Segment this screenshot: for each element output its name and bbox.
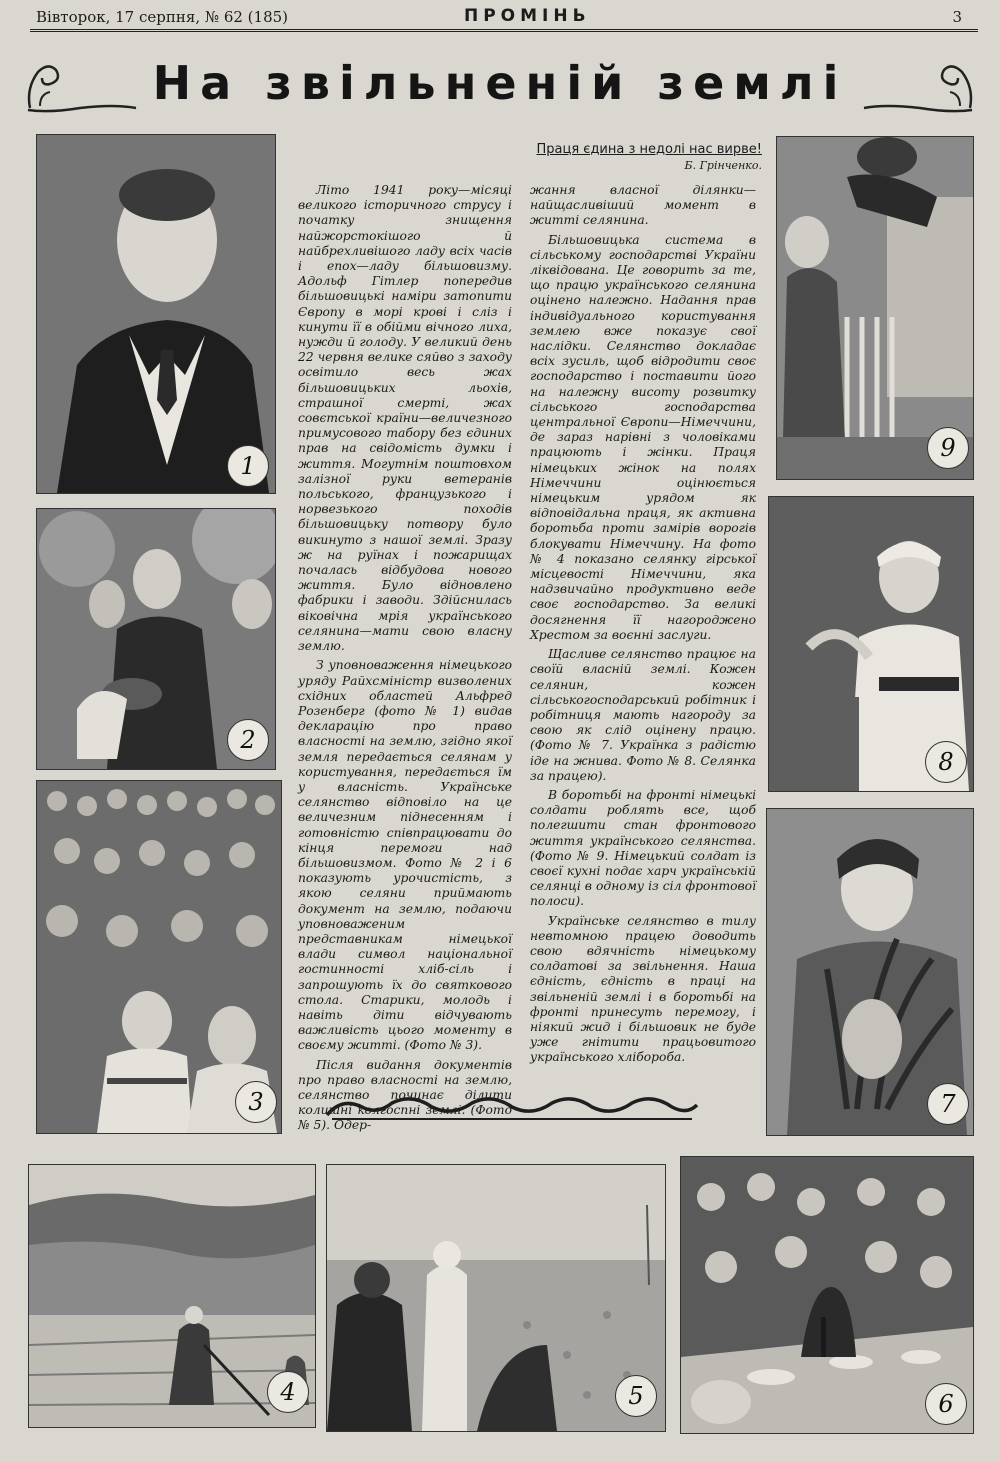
article-paragraph: Щасливе селянство працює на своїй власній землі. Кожен селянин, кожен сільськогосподарський робітник і робітниця мають нагороду за свою як слід оцінену працю. (Фото № 7. Українка з радістю іде на жнива. Фото № 8. Селянка за працею).: [530, 647, 756, 783]
photo-number-4: 4: [267, 1371, 309, 1413]
epigraph-quote: Праця єдина з недолі нас вирве!: [536, 142, 762, 157]
article-paragraph: Після видання документів про право власності на землю, селянство починає ділити колишні колгоспні землі. (Фото № 5). Одер-: [298, 1057, 512, 1133]
header-rule: [30, 29, 978, 32]
photo-1: [36, 134, 276, 494]
photo-number-1: 1: [227, 445, 269, 487]
title-flourish-right-icon: [860, 58, 980, 118]
photo-7: [766, 808, 974, 1136]
article-paragraph: З уповноваження німецького уряду Райхсміністр визволених східних областей Альфред Розенберг (фото № 1) видав декларацію про право власності на землю, згідно якої земля передається селянам у користування, передається їм у власність. Українське селянство відповіло на це величезним піднесенням і готовністю співпрацювати до кінця перемоги над більшовизмом. Фото № 2 і 6 показують урочистість, з якою селяни приймають документ на землю, подаючи уповноваженим представникам німецької влади символ національної гостинності хліб-сіль і запрошують їх до святкового стола. Старики, молодь і навіть діти відчувають важливість цього моменту в своєму житті. (Фото № 3).: [298, 658, 512, 1053]
article-paragraph: Більшовицька система в сільському господарстві України ліквідована. Це говорить за те, що працю українського селянина оцінено належно. Надання прав індивідуального користування землею вже показує свої наслідки. Селянство докладає всіх зусиль, щоб відродити своє господарство і поставити його на належну висоту розвитку сільського господарства центральної Європи—Німеччини, де зараз нарівні з чоловіками працюють і жінки. Праця німецьких жінок на полях Німеччини оцінюється німецьким урядом як відповідальна праця, як активна боротьба проти замірів ворогів блокувати Німеччину. На фото № 4 показано селянку гірської місцевості Німеччини, яка надзвичайно продуктивно веде своє господарство. За великі досягнення її нагороджено Хрестом за воєнні заслуги.: [530, 232, 756, 642]
issue-date: Вівторок, 17 серпня, № 62 (185): [36, 8, 289, 26]
article-paragraph: В боротьбі на фронті німецькі солдати роблять все, щоб полегшити стан фронтового життя українського селянства. (Фото № 9. Німецький солдат із своєї кухні подає харч українській селянці в одному із сіл фронтової полоси).: [530, 787, 756, 909]
photo-4: [28, 1164, 316, 1428]
title-flourish-left-icon: [20, 58, 140, 118]
photo-2: [36, 508, 276, 770]
photo-number-5: 5: [615, 1375, 657, 1417]
photo-number-9: 9: [927, 427, 969, 469]
article-paragraph: Літо 1941 року—місяці великого історичного струсу і початку знищення найжорстокішого й найбрехливішого ладу всіх часів і епох—ладу більшовизму. Адольф Гітлер попередив більшовицькі наміри затопити Європу в морі крові і сліз і кинути її в обійми вічного лиха, нужди й голоду. У великий день 22 червня велике сяйво з заходу освітило весь жах більшовицьких льохів, страшної смерті, жах совєтської країни—величезного примусового табору без єдиних прав на свідомість думки і життя. Могутнім поштовхом залізної руки ветеранів польського, французького і норвезького походів більшовицьку потвору було викинуто з нашої землі. Зразу ж на руїнах і пожарищах почалась відбудова нового життя. Було відновлено фабрики і заводи. Здійснилась віковічна мрія українського селянина—мати свою власну землю.: [298, 183, 512, 654]
photo-number-8: 8: [925, 741, 967, 783]
article-title: На звільненій землі: [152, 56, 848, 110]
crowd-image-icon: [37, 781, 281, 1133]
photo-number-6: 6: [925, 1383, 967, 1425]
land-distribution-image-icon: [327, 1165, 665, 1431]
photo-5: [326, 1164, 666, 1432]
article-paragraph: Українське селянство в тилу невтомною працею доводить свою вдячність німецькому солдатові за звільнення. Наша єдність, єдність в праці на звільненій землі і в боротьбі на фронті принесуть перемогу, і ніякий жид і більшовик не буде уже гнітити працьовитого українського хлібороба.: [530, 913, 756, 1065]
portrait-image-icon: [37, 135, 275, 493]
page-number: 3: [952, 8, 962, 26]
photo-number-7: 7: [927, 1083, 969, 1125]
photo-number-3: 3: [235, 1081, 277, 1123]
photo-3: [36, 780, 282, 1134]
article-paragraph: жання власної ділянки—найщасливіший момент в житті селянина.: [530, 183, 756, 228]
photo-8: [768, 496, 974, 792]
epigraph-author: Б. Грінченко.: [684, 159, 762, 172]
article-column-left: [298, 183, 512, 1138]
newspaper-name: ПРОМІНЬ: [464, 6, 591, 26]
epigraph: [440, 142, 762, 172]
photo-number-2: 2: [227, 719, 269, 761]
photo-9: [776, 136, 974, 480]
masthead: [32, 4, 972, 30]
ornament-divider-icon: [322, 1093, 702, 1123]
article-column-right: [530, 183, 756, 1070]
photo-6: [680, 1156, 974, 1434]
